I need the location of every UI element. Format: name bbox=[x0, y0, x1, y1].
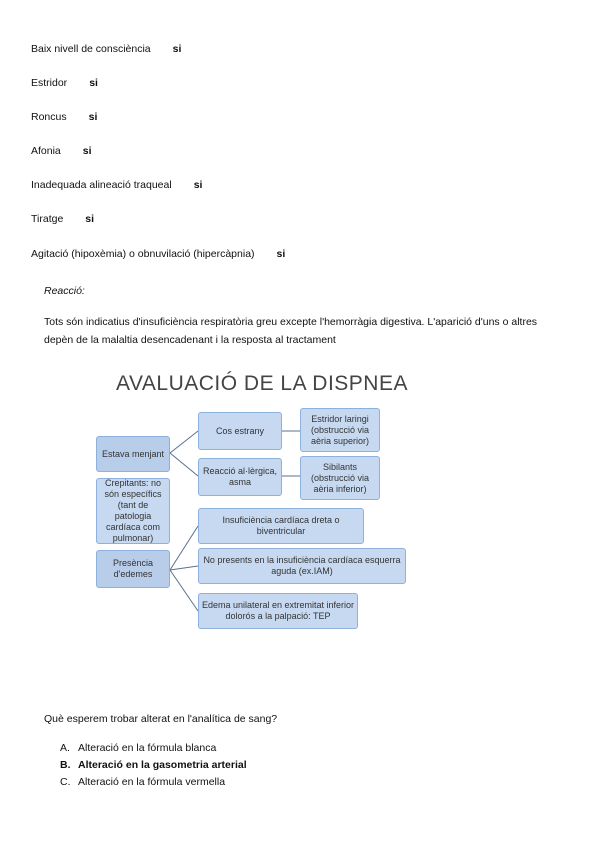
criterion-row bbox=[31, 111, 97, 123]
criterion-row bbox=[31, 213, 94, 225]
criterion-value: si bbox=[193, 179, 203, 191]
box-no-presents: No presents en la insuficiència cardíaca esquerra aguda (ex.IAM) bbox=[198, 548, 406, 584]
criterion-value: si bbox=[82, 145, 92, 157]
box-cos-estrany: Cos estrany bbox=[198, 412, 282, 450]
box-crepitants: Crepitants: no són específics (tant de patologia cardíaca com pulmonar) bbox=[96, 478, 170, 544]
option-text: Alteració en la fórmula blanca bbox=[78, 742, 217, 754]
box-insuficiencia-dreta: Insuficiència cardíaca dreta o biventricular bbox=[198, 508, 364, 544]
box-edema-unilateral: Edema unilateral en extremitat inferior dolorós a la palpació: TEP bbox=[198, 593, 358, 629]
option-b bbox=[60, 759, 247, 776]
dyspnea-diagram bbox=[88, 368, 418, 638]
box-estridor-laringi: Estridor laringi (obstrucció via aèria superior) bbox=[300, 408, 380, 452]
option-letter: A. bbox=[60, 742, 70, 754]
criterion-row bbox=[31, 179, 202, 191]
criterion-value: si bbox=[88, 111, 98, 123]
criterion-label: Baix nivell de consciència bbox=[31, 43, 151, 55]
criterion-row bbox=[31, 248, 285, 260]
criterion-label: Afonia bbox=[31, 145, 61, 157]
criterion-value: si bbox=[276, 248, 286, 260]
criterion-label: Tiratge bbox=[31, 213, 64, 225]
reaction-text: Tots són indicatius d'insuficiència respiratòria greu excepte l'hemorràgia digestiva. L'aparició d'uns o altres depèn de la malaltia desencadenant i la resposta al tractament bbox=[44, 316, 538, 346]
option-c bbox=[60, 776, 247, 793]
box-reaccio-allergica: Reacció al·lèrgica, asma bbox=[198, 458, 282, 496]
criterion-value: si bbox=[89, 77, 98, 89]
criterion-label: Roncus bbox=[31, 111, 67, 123]
box-estava-menjant: Estava menjant bbox=[96, 436, 170, 472]
answer-options bbox=[60, 742, 247, 793]
criterion-value: si bbox=[172, 43, 182, 55]
criterion-row bbox=[31, 77, 98, 89]
criterion-label: Agitació (hipoxèmia) o obnuvilació (hipercàpnia) bbox=[31, 248, 255, 260]
criterion-label: Inadequada alineació traqueal bbox=[31, 179, 172, 191]
option-text: Alteració en la gasometria arterial bbox=[78, 759, 247, 771]
box-sibilants: Sibilants (obstrucció via aèria inferior) bbox=[300, 456, 380, 500]
option-letter: C. bbox=[60, 776, 71, 788]
question-text: Què esperem trobar alterat en l'analítica de sang? bbox=[44, 713, 278, 725]
diagram-title: AVALUACIÓ DE LA DISPNEA bbox=[116, 372, 408, 395]
criterion-row bbox=[31, 43, 181, 55]
criterion-label: Estridor bbox=[31, 77, 68, 89]
option-text: Alteració en la fórmula vermella bbox=[78, 776, 226, 788]
criterion-value: si bbox=[85, 213, 95, 225]
option-a bbox=[60, 742, 247, 759]
option-letter: B. bbox=[60, 759, 71, 771]
criterion-row bbox=[31, 145, 92, 157]
box-presencia-edemes: Presència d'edemes bbox=[96, 550, 170, 588]
reaction-label: Reacció: bbox=[44, 285, 85, 297]
